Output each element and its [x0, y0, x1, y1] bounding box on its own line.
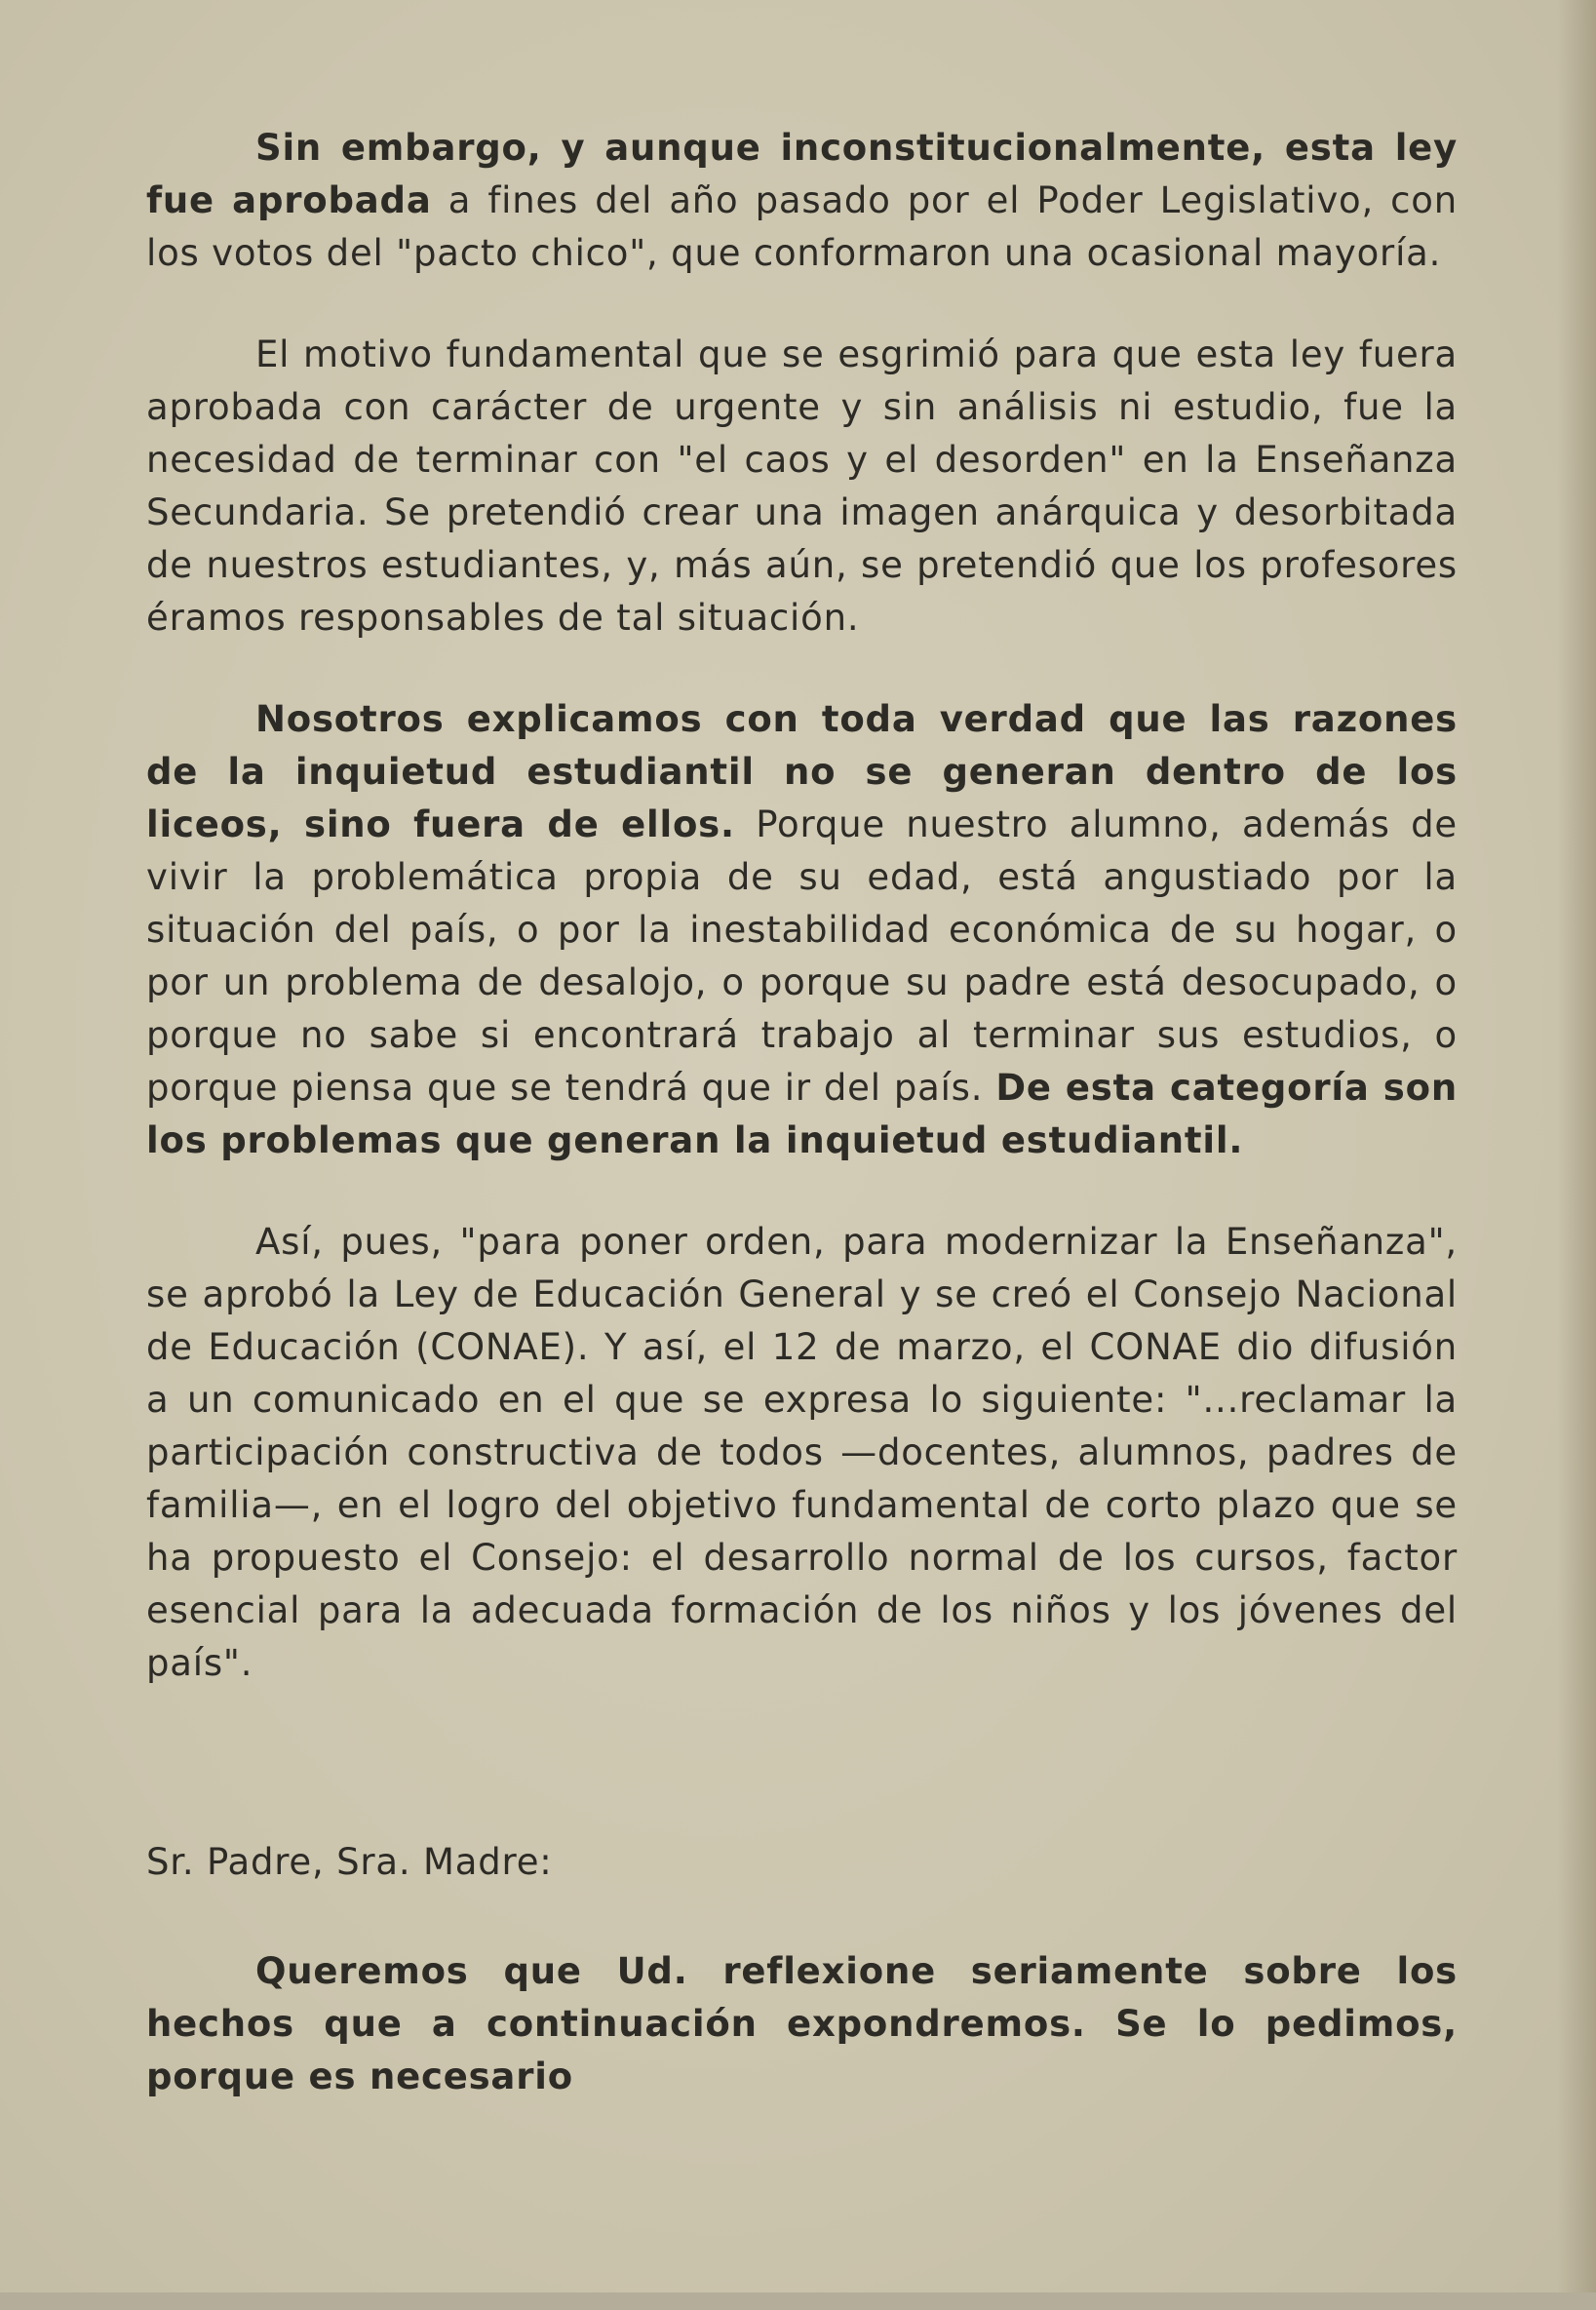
document-body: [146, 122, 1458, 2103]
paragraph-3-bold-end: De esta categoría son los problemas que generan la inquietud estudiantil.: [146, 1067, 1458, 1161]
paragraph-1-text: a fines del año pasado por el Poder Legislativo, con los votos del "pacto chico", que conformaron una ocasional mayoría.: [146, 179, 1458, 274]
page-bottom-edge: [0, 2292, 1596, 2310]
salutation: Sr. Padre, Sra. Madre:: [146, 1841, 553, 1883]
paragraph-3-bold: Nosotros explicamos con toda verdad que las razones de la inquietud estudiantil no se generan dentro de los liceos, sino fuera de ellos.: [146, 698, 1458, 845]
page-edge-shadow: [1557, 0, 1596, 2310]
paragraph-4: Así, pues, "para poner orden, para modernizar la Enseñanza", se aprobó la Ley de Educación General y se creó el Consejo Nacional de Educación (CONAE). Y así, el 12 de marzo, el CONAE dio difusión a un comunicado en el que se expresa lo siguiente: "...reclamar la participación constructiva de todos —docentes, alumnos, padres de familia—, en el logro del objetivo fundamental de corto plazo que se ha propuesto el Consejo: el desarrollo normal de los cursos, factor esencial para la adecuada formación de los niños y los jóvenes del país".: [146, 1221, 1458, 1684]
paragraph-3-text: Porque nuestro alumno, además de vivir la problemática propia de su edad, está angustiado por la situación del país, o por la inestabilidad económica de su hogar, o por un problema de desalojo, o porque su padre está desocupado, o porque no sabe si encontrará trabajo al terminar sus estudios, o porque piensa que se tendrá que ir del país.: [146, 803, 1458, 1109]
paragraph-1-bold: Sin embargo, y aunque inconstitucionalmente, esta ley fue aprobada: [146, 127, 1458, 221]
paragraph-3: [146, 693, 1458, 1167]
paragraph-2: El motivo fundamental que se esgrimió para que esta ley fuera aprobada con carácter de urgente y sin análisis ni estudio, fue la necesidad de terminar con "el caos y el desorden" en la Enseñanza Secundaria. Se pretendió crear una imagen anárquica y desorbitada de nuestros estudiantes, y, más aún, se pretendió que los profesores éramos responsables de tal situación.: [146, 333, 1458, 639]
paragraph-1: [146, 122, 1458, 280]
paragraph-5: Queremos que Ud. reflexione seriamente sobre los hechos que a continuación expondremos. Se lo pedimos, porque es necesario: [146, 1950, 1458, 2097]
